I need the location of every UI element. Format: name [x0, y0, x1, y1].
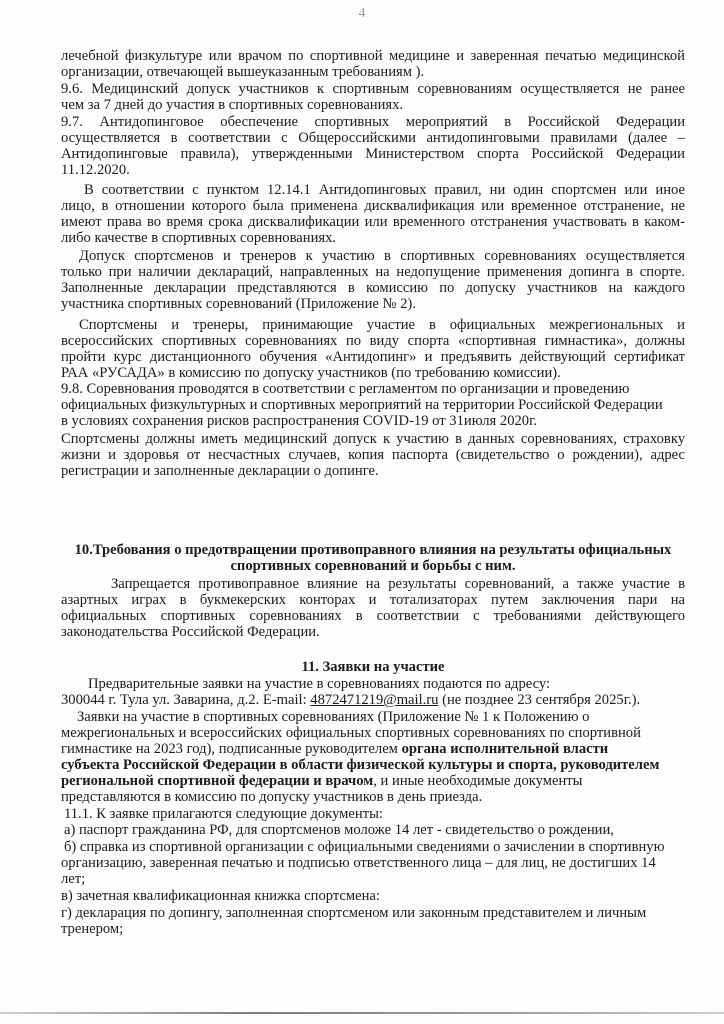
document-item-b: лет; [61, 871, 86, 887]
address-line [61, 692, 685, 708]
applications-line: Заявки на участие в спортивных соревнованиях (Приложение № 1 к Положению о [77, 709, 590, 725]
applications-bold-text: органа исполнительной власти [401, 741, 609, 757]
paragraph-admission-line: участника спортивных соревнований (Приложение № 2). [61, 296, 416, 312]
applications-text: гимнастике на 2023 год), подписанные руководителем [61, 741, 402, 757]
document-item-d: г) декларация по допингу, заполненная спортсменом или законным представителем и личным [61, 905, 647, 921]
section-10-body-line: азартных играх в букмекерских конторах и тотализаторах путем заключения пари на [61, 592, 685, 608]
paragraph-9-7-line: 9.7. Антидопинговое обеспечение спортивных мероприятий в Российской Федерации [61, 114, 685, 130]
paragraph-athletes-line: пройти курс дистанционного обучения «Антидопинг» и предъявить действующий сертификат [61, 349, 685, 365]
paragraph-admission-line: только при наличии деклараций, направленных на недопущение применения допинга в спорте. [61, 264, 685, 280]
paragraph-athletes-line: РАА «РУСАДА» в комиссию по допуску участников (по требованию комиссии). [61, 365, 561, 381]
applications-line [61, 773, 685, 789]
applications-text: , и иные необходимые документы [373, 773, 583, 789]
paragraph-9-6-line: чем за 7 дней до участия в спортивных соревнованиях. [61, 97, 404, 113]
section-11-heading: 11. Заявки на участие [301, 659, 445, 675]
prelim-line: Предварительные заявки на участие в соревнованиях подаются по адресу: [88, 676, 551, 692]
address-prefix: 300044 г. Тула ул. Заварина, д.2. E-mail: [61, 692, 311, 708]
address-deadline: (не позднее 23 сентября 2025г.). [438, 692, 641, 708]
document-item-b: организацию, заверенная печатью и подписью ответственного лица – для лиц, не достигших 14 [61, 855, 656, 871]
paragraph-9-7-line: 11.12.2020. [61, 162, 130, 178]
paragraph-9-7-line: осуществляется в соответствии с Общероссийскими антидопинговыми правилами (далее – [61, 130, 685, 146]
section-10-body-line: официальных спортивных соревнованиях в соответствии с требованиями действующего [61, 608, 685, 624]
paragraph-9-8-line: 9.8. Соревнования проводятся в соответствии с регламентом по организации и проведению [61, 381, 630, 397]
paragraph-9-6-line: 9.6. Медицинский допуск участников к спортивным соревнованиям осуществляется не ранее [61, 81, 685, 97]
section-10-heading: спортивных соревнований и борьбы с ним. [230, 558, 516, 574]
text-line: лечебной физкультуре или врачом по спортивной медицине и заверенная печатью медицинской [61, 48, 685, 64]
applications-line [61, 741, 685, 757]
text-line: организации, отвечающей вышеуказанным требованиям ). [61, 64, 425, 80]
scan-edge-line [0, 1012, 724, 1014]
paragraph-accordance-line: либо качестве в спортивных соревнованиях. [61, 230, 337, 246]
applications-bold-line: субъекта Российской Федерации в области физической культуры и спорта, руководителем [61, 757, 660, 773]
paragraph-must-line: жизни и здоровья от несчастных случаев, копия паспорта (свидетельство о рождении), адрес [61, 447, 685, 463]
paragraph-admission-line: Заполненные декларации представляются в комиссию по допуску участников на каждого [61, 280, 685, 296]
document-item-b: б) справка из спортивной организации с официальными сведениями о зачислении в спортивную [64, 839, 665, 855]
applications-line: представляются в комиссию по допуску участников в день приезда. [61, 789, 483, 805]
paragraph-accordance-line: имеют права во время срока дисквалификации или временного отстранения участвовать в каком- [61, 214, 685, 230]
paragraph-9-8-line: в условиях сохранения рисков распространения COVID-19 от 31июля 2020г. [61, 413, 538, 429]
paragraph-9-8-line: официальных физкультурных и спортивных мероприятий на территории Российской Федерации [61, 397, 663, 413]
document-item-c: в) зачетная квалификационная книжка спортсмена: [61, 888, 380, 904]
document-item-a: а) паспорт гражданина РФ, для спортсменов моложе 14 лет - свидетельство о рождении, [64, 822, 614, 838]
paragraph-accordance-line: лицо, в отношении которого была применена дисквалификация или временное отстранение, не [61, 198, 685, 214]
paragraph-must-line: регистрации и заполненные декларации о допинге. [61, 463, 379, 479]
section-10-heading: 10.Требования о предотвращении противоправного влияния на результаты официальных [74, 542, 672, 558]
page-number: 4 [358, 6, 366, 21]
applications-bold-text: региональной спортивной федерации и врачом [61, 773, 374, 789]
paragraph-athletes-line: всероссийских спортивных соревнованиях по виду спорта «спортивная гимнастика», должны [61, 333, 685, 349]
section-10-body-line: законодательства Российской Федерации. [61, 624, 320, 640]
paragraph-accordance-line: В соответствии с пунктом 12.14.1 Антидопинговых правил, ни один спортсмен или иное [84, 182, 685, 198]
paragraph-athletes-line: Спортсмены и тренеры, принимающие участие в официальных межрегиональных и [79, 317, 685, 333]
paragraph-9-7-line: Антидопинговые правила), утвержденными Министерством спорта Российской Федерации [61, 146, 685, 162]
email-link[interactable]: 4872471219@mail.ru [310, 692, 439, 708]
section-10-body-line: Запрещается противоправное влияние на результаты соревнований, а также участие в [111, 576, 685, 592]
paragraph-admission-line: Допуск спортсменов и тренеров к участию в спортивных соревнованиях осуществляется [79, 248, 685, 264]
paragraph-must-line: Спортсмены должны иметь медицинский допуск к участию в данных соревнованиях, страховку [61, 431, 685, 447]
paragraph-11-1: 11.1. К заявке прилагаются следующие документы: [64, 806, 383, 822]
applications-line: межрегиональных и всероссийских официальных спортивных соревнованиях по спортивной [61, 725, 641, 741]
document-item-d: тренером; [61, 921, 124, 937]
